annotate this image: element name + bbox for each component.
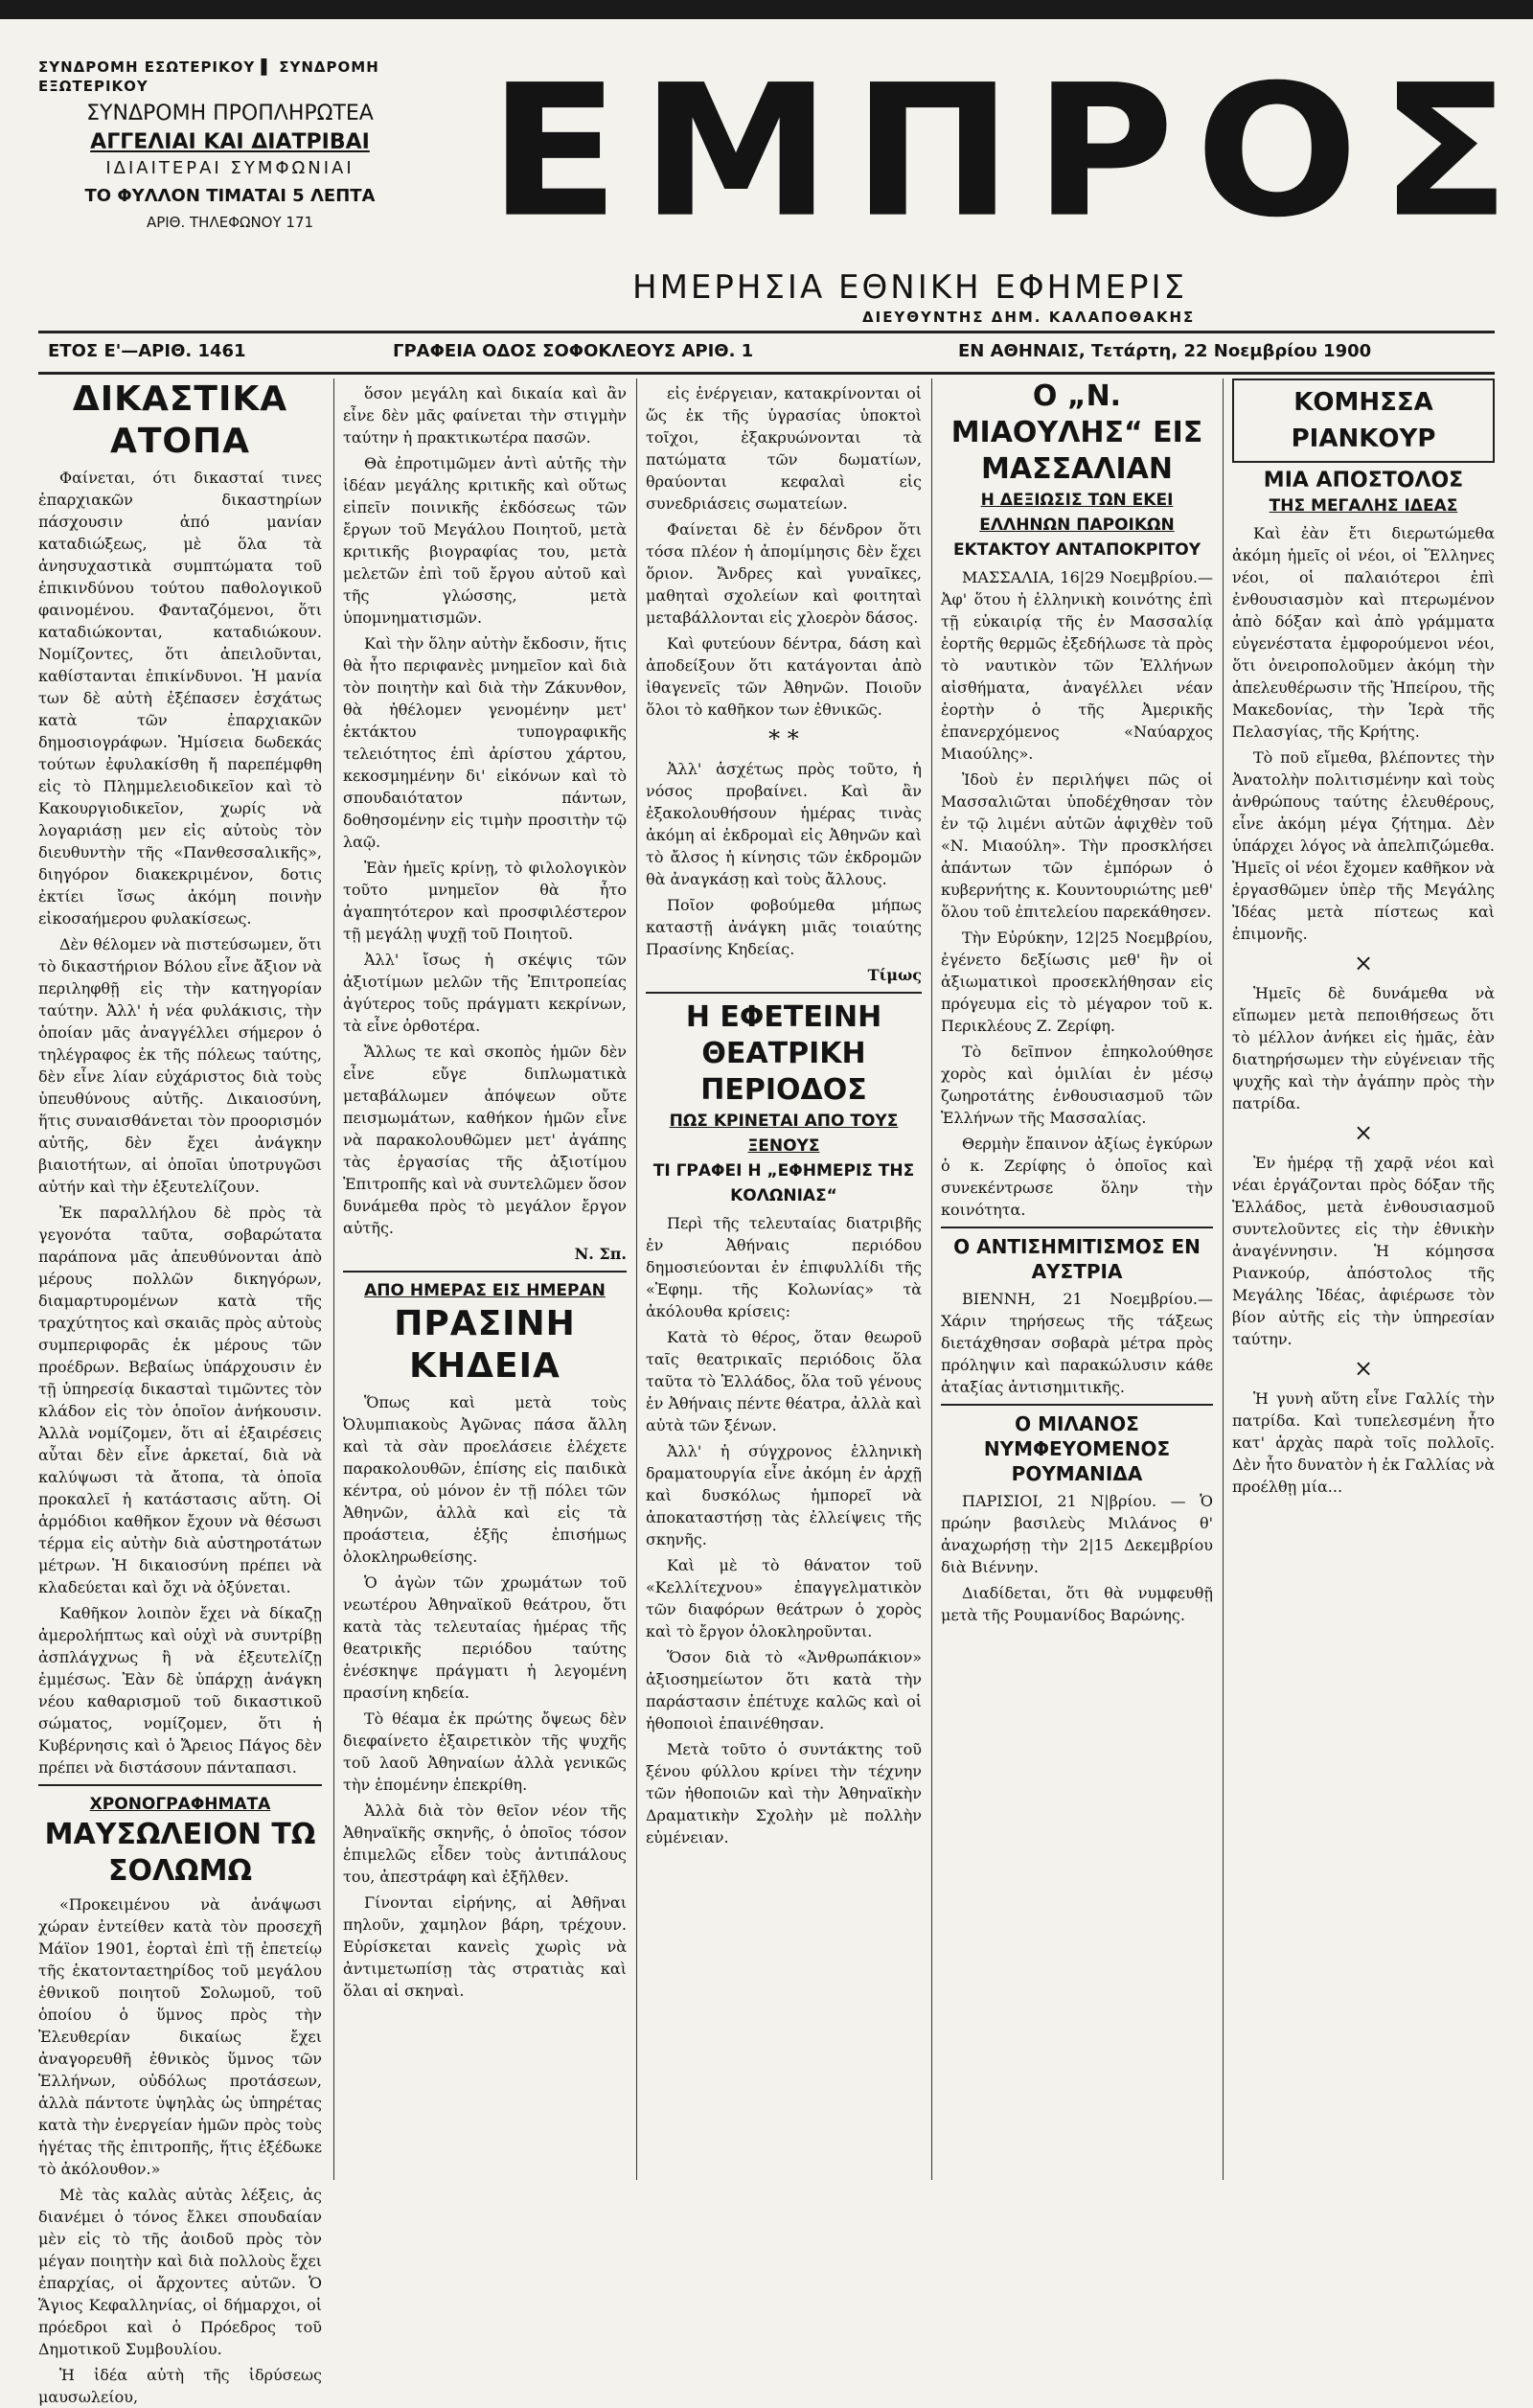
article-paragraph: Θερμὴν ἔπαινον ἀξίως ἐγκύρων ὁ κ. Ζερίφης ὁ ὁποῖος καὶ συνεκέντρωσε ὅλην τὴν κοινότητα. <box>941 1135 1213 1219</box>
separator-mark: × <box>1353 1355 1374 1382</box>
article-paragraph: Θὰ ἐπροτιμῶμεν ἀντὶ αὐτῆς τὴν ἰδέαν μεγάλης κριτικῆς καὶ οὕτως εἰπεῖν ποινικῆς ἐκδόσεως τῶν ἔργων τοῦ Μεγάλου Ποιητοῦ, μετὰ κριτικῆς βιογραφίας του, μετὰ μελετῶν ἐπὶ τοῦ ἔργου αὐτοῦ καὶ τῆς γλώσσης, μετὰ ὑπομνηματισμῶν. <box>343 454 627 627</box>
dateline-bar <box>38 331 1495 375</box>
article-paragraph: εἰς ἐνέργειαν, κατακρίνονται οἱ ὥς ἐκ τῆς ὑγρασίας ὑποκτοὶ τοῖχοι, ἐξακρυώνονται τὰ πατώματα τῶν δωματίων, θραύονται κεφαλαὶ εἰς συνεδριάσεις σωματείων. <box>646 384 922 513</box>
issue-number: ΕΤΟΣ Ε'—ΑΡΙΘ. 1461 <box>48 341 246 361</box>
article-paragraph: Γίνονται εἰρήνης, αἱ Ἀθῆναι πηλοῦν, χαμηλον βάρη, τρέχουν. Εὑρίσκεται κανεὶς χωρὶς νὰ ἀντιμετωπίσῃ τὰς στρατιὰς καὶ ὅλαι αἱ σκηναὶ. <box>343 1893 627 2000</box>
article-paragraph: Ἡμεῖς δὲ δυνάμεθα νὰ εἴπωμεν μετὰ πεποιθήσεως ὅτι τὸ μέλλον ἀνήκει εἰς ἡμᾶς, ἐὰν διατηρήσωμεν τὴν εὐγένειαν τῆς ψυχῆς καὶ τὴν ἀγάπην πρὸς τὴν πατρίδα. <box>1232 984 1495 1112</box>
article-paragraph: Καὶ φυτεύουν δέντρα, δάση καὶ ἀποδείξουν ὅτι κατάγονται ἀπὸ ἰθαγενεῖς τῶν Ἀθηνῶν. Ποιοῦν ὅλοι τὸ καθῆκον των ἐθνικῶς. <box>646 634 922 719</box>
section-rule <box>38 1784 322 1786</box>
top-border <box>0 0 1533 19</box>
article-paragraph: ΠΑΡΙΣΙΟΙ, 21 Ν|βρίου. — Ὁ πρώην βασιλεὺς Μιλάνος θ' ἀναχωρήσῃ τὴν 2|15 Δεκεμβρίου διὰ Βιέννην. <box>941 1492 1213 1576</box>
article-paragraph: Ὅπως καὶ μετὰ τοὺς Ὀλυμπιακοὺς Ἀγῶνας πάσα ἄλλη καὶ τὰ σὰν προελάσειε ἐλέχετε παρακολουθῶν, ἐπίσης εἰς παιδικὰ κέντρα, οὐ μόνον ἐν τῇ πόλει τῶν Ἀθηνῶν, ἀλλὰ καὶ εἰς τὰ προάστεια, ἐξῆς ἐπισήμως ὁλοκληρωθείσης. <box>343 1393 627 1566</box>
ads-label: ΑΓΓΕΛΙΑΙ ΚΑΙ ΔΙΑΤΡΙΒΑΙ <box>90 130 370 154</box>
article-paragraph: Ἀλλ' ἡ σύγχρονος ἑλληνικὴ δραματουργία εἶνε ἀκόμη ἐν ἀρχῇ καὶ δυσκόλως ἡμπορεῖ νὰ ἀποκαταστήσῃ τὰς ἐλλείψεις τῆς σκηνῆς. <box>646 1442 922 1548</box>
column-2 <box>343 378 627 2199</box>
subscription-headers: ΣΥΝΔΡΟΜΗ ΕΣΩΤΕΡΙΚΟΥ ▌ ΣΥΝΔΡΟΜΗ ΕΞΩΤΕΡΙΚΟΥ <box>38 58 379 95</box>
article-title: Ο ΜΙΛΑΝΟΣ ΝΥΜΦΕΥΟΜΕΝΟΣ ΡΟΥΜΑΝΙΔΑ <box>983 1412 1171 1485</box>
article-paragraph: ὅσον μεγάλη καὶ δικαία καὶ ἂν εἶνε δὲν μᾶς φαίνεται τὴν στιγμὴν ταύτην ἡ πρακτικωτέρα πασῶν. <box>343 384 627 447</box>
article-subtitle: ΤΗΣ ΜΕΓΑΛΗΣ ΙΔΕΑΣ <box>1269 496 1458 516</box>
article-paragraph: Ἐν ἡμέρᾳ τῇ χαρᾷ νέοι καὶ νέαι ἐργάζονται πρὸς δόξαν τῆς Ἑλλάδος, μετὰ ἐνθουσιασμοῦ συντελοῦντες εἰς τὴν ἐθνικὴν ἀναγέννησιν. Ἡ κόμησσα Ριανκούρ, ἀπόστολος τῆς Μεγάλης Ἰδέας, ἀφιέρωσε τὸν βίον αὐτῆς εἰς τὴν ὑπηρεσίαν ταύτην. <box>1232 1154 1495 1348</box>
article-paragraph: Ἄλλως τε καὶ σκοπὸς ἡμῶν δὲν εἶνε εὔγε διπλωματικὰ μεταβάλωμεν ἀπόψεων οὔτε πεισμωμάτων, καθήκον ἡμῶν εἶνε νὰ παρακολουθῶμεν μετ' ἀγάπης τὰς ἐργασίας τῆς ἀξιοτίμου Ἐπιτροπῆς καὶ νὰ συντελῶμεν ὅσον δυνάμεθα πρὸς τὸ μεγάλον ἔργον αὐτῆς. <box>343 1043 627 1237</box>
article-paragraph: ΒΙΕΝΝΗ, 21 Νοεμβρίου.—Χάριν τηρήσεως τῆς τάξεως διετάχθησαν σοβαρὰ μέτρα πρὸς πρόληψιν καὶ παρακώλυσιν κάθε ἀταξίας ἀντισημιτικῆς. <box>941 1290 1213 1396</box>
article-paragraph: Τὴν Εὐρύκην, 12|25 Νοεμβρίου, ἐγένετο δεξίωσις μεθ' ἣν οἱ ἀξιωματικοὶ προσεκλήθησαν εἰς πρόγευμα εἰς τὸ μέγαρον τοῦ κ. Περικλέους Ζ. Ζερίφη. <box>941 929 1213 1035</box>
section-title: ΑΠΟ ΗΜΕΡΑΣ ΕΙΣ ΗΜΕΡΑΝ <box>364 1281 606 1300</box>
section-rule <box>646 992 922 994</box>
price-label: ΤΟ ΦΥΛΛΟΝ ΤΙΜΑΤΑΙ 5 ΛΕΠΤΑ <box>84 186 376 206</box>
article-byline: ΕΚΤΑΚΤΟΥ ΑΝΤΑΠΟΚΡΙΤΟΥ <box>952 540 1201 560</box>
column-separator <box>333 378 334 2180</box>
subscription-box <box>38 57 422 249</box>
section-rule <box>941 1404 1213 1406</box>
article-paragraph: Περὶ τῆς τελευταίας διατριβῆς ἐν Ἀθήναις περιόδου δημοσιεύονται ἐν ἐπιφυλλίδι τῆς «Ἐφημ. τῆς Κολωνίας» τὰ ἀκόλουθα κρίσεις: <box>646 1214 922 1320</box>
article-paragraph: Μετὰ τοῦτο ὁ συντάκτης τοῦ ξένου φύλλου κρίνει τὴν τέχνην τῶν ἠθοποιῶν καὶ τὴν Ἀθηναϊκὴν Δραματικὴν Σχολὴν μὲ πολλὴν εὐμένειαν. <box>646 1740 922 1846</box>
article-paragraph: Ἐκ παραλλήλου δὲ πρὸς τὰ γεγονότα ταῦτα, σοβαρώτατα παράπονα μᾶς ἀπευθύνονται ἀπὸ μέρους πολλῶν δικηγόρων, διαμαρτυρομένων κατὰ τῆς τραχύτητος καὶ σκαιᾶς πρὸς αὐτοὺς συμπεριφορᾶς ἐκ μέρους τῶν προέδρων. Βεβαίως ὑπάρχουσιν ἐν τῇ ὑπηρεσίᾳ δικασταὶ τιμῶντες τὸν κλάδον εἰς τὸν ὁποῖον ἀνήκουσιν. Ἀλλὰ νομίζομεν, ὅτι αἱ ἐξαιρέσεις αὗται δὲν εἶνε ἀρκεταί, διὰ νὰ καλύψωσι τὰ ἄτοπα, τὰ ὁποῖα προκαλεῖ ἡ κατάστασις αὕτη. Οἱ ἁρμόδιοι καθῆκον ἔχουν νὰ θέσωσι τέρμα εἰς αὐτὴν διὰ αὐστηροτάτων μέτρων. Ἡ δικαιοσύνη πρέπει νὰ κλαδεύεται καὶ ὄχι νὰ ὀξύνεται. <box>38 1204 322 1596</box>
sub-prepaid: ΣΥΝΔΡΟΜΗ ΠΡΟΠΛΗΡΩΤΕΑ <box>86 102 374 126</box>
column-separator <box>636 378 637 2180</box>
column-3 <box>646 378 922 2199</box>
article-title: ΚΟΜΗΣΣΑ ΡΙΑΝΚΟΥΡ <box>1291 388 1436 453</box>
issue-date: ΕΝ ΑΘΗΝΑΙΣ, Τετάρτη, 22 Νοεμβρίου 1900 <box>958 341 1372 361</box>
article-paragraph: Ὅσον διὰ τὸ «Ἀνθρωπάκιον» ἀξιοσημείωτον ὅτι κατὰ τὴν παράστασιν ἐπέτυχε καλῶς καὶ οἱ ἠθοποιοὶ ἐπαινέθησαν. <box>646 1648 922 1732</box>
article-title: Ο ΑΝΤΙΣΗΜΙΤΙΣΜΟΣ ΕΝ ΑΥΣΤΡΙΑ <box>953 1235 1201 1283</box>
article-title: ΔΙΚΑΣΤΙΚΑ ΑΤΟΠΑ <box>72 379 288 461</box>
section-title: ΧΡΟΝΟΓΡΑΦΗΜΑΤΑ <box>89 1795 271 1814</box>
newspaper-subtitle: ΗΜΕΡΗΣΙΑ ΕΘΝΙΚΗ ΕΦΗΜΕΡΙΣ <box>632 268 1188 307</box>
phone-number: ΑΡΙΘ. ΤΗΛΕΦΩΝΟΥ 171 <box>146 214 314 231</box>
article-paragraph: Ἰδοὺ ἐν περιλήψει πῶς οἱ Μασσαλιῶται ὑποδέχθησαν τὸν ἐν τῷ λιμένι αὐτῶν ἀφιχθὲν τοῦ «Ν. Μιαούλη». Τὴν προσκλήσει ἀπάντων τῶν ἐμπόρων ὁ κυβερνήτης κ. Κουντουριώτης μεθ' ὅλου τοῦ ἐπιτελείου παρεκάθησεν. <box>941 770 1213 921</box>
newspaper-title: ΕΜΠΡΟΣ <box>489 45 1532 259</box>
article-paragraph: Ἀλλ' ἴσως ἡ σκέψις τῶν ἀξιοτίμων μελῶν τῆς Ἐπιτροπείας ἀγύτερος τοῦς πράγματι κεκρίνων, τὰ εἶνε ὀρθοτέρα. <box>343 951 627 1035</box>
article-title: Η ΕΦΕΤΕΙΝΗ ΘΕΑΤΡΙΚΗ ΠΕΡΙΟΔΟΣ <box>685 1000 882 1107</box>
article-paragraph: Τὸ δεῖπνον ἐπηκολούθησε χορὸς καὶ ὁμιλίαι ἐν μέσῳ ζωηροτάτης ἐνθουσιασμοῦ τῶν Ἑλλήνων τῆς Μασσαλίας. <box>941 1043 1213 1127</box>
article-paragraph: «Προκειμένου νὰ ἀνάψωσι χώραν ἐντείθεν κατὰ τὸν προσεχῆ Μάϊον 1901, ἑορταὶ ἐπὶ τῇ ἐπετείῳ τῆς ἑκατονταετηρίδος τοῦ μεγάλου ἐθνικοῦ ποιητοῦ Σολωμοῦ, τοῦ ὁποίου ὁ ὕμνος πρὸς τὴν Ἐλευθερίαν δικαίως ἔχει ἀναγορευθῆ ἐθνικὸς ὕμνος τῶν Ἑλλήνων, οὐδόλως προτάσεων, ἀλλὰ πάντοτε ὑψηλὰς ὡς ὑπηρέτας κατὰ τὴν ἐνεργείαν ἡμῶν πρὸς τοὺς ἡγέτας τῆς ἐπιτροπῆς, ἥτις ἐξέδωκε τὸ ἀκόλουθον.» <box>38 1895 322 2178</box>
article-header-box <box>1232 378 1495 463</box>
sub-foreign-header: ΣΥΝΔΡΟΜΗ ΕΞΩΤΕΡΙΚΟΥ <box>38 58 379 95</box>
article-subtitle: ΤΙ ΓΡΑΦΕΙ Η „ΕΦΗΜΕΡΙΣ ΤΗΣ ΚΟΛΩΝΙΑΣ“ <box>652 1161 915 1205</box>
article-paragraph: ΜΑΣΣΑΛΙΑ, 16|29 Νοεμβρίου.—Ἀφ' ὅτου ἡ ἑλληνικὴ κοινότης ἐπὶ τῇ εὐκαιρίᾳ τῆς ἐν Μασσαλίᾳ ἑορτῆς θερμῶς ἐξεδήλωσε τὰ πρὸς τὸ ναυτικὸν τῶν Ἑλλήνων αἰσθήματα, ἀναγέλλει νέαν ἑορτὴν ὁ τῆς Ἀμερικῆς ἐπανερχόμενος «Ναύαρχος Μιαούλης». <box>941 568 1213 763</box>
article-paragraph: Ἐὰν ἡμεῖς κρίνῃ, τὸ φιλολογικὸν τοῦτο μνημεῖον θὰ ἦτο ἀγαπητότερον καὶ προσφιλέστερον τῇ μεγάλῃ ψυχῇ τοῦ Ποιητοῦ. <box>343 859 627 943</box>
column-separator <box>931 378 932 2180</box>
article-title: Ο „Ν. ΜΙΑΟΥΛΗΣ“ ΕΙΣ ΜΑΣΣΑΛΙΑΝ <box>950 379 1203 486</box>
article-subtitle: ΜΙΑ ΑΠΟΣΤΟΛΟΣ <box>1263 469 1464 493</box>
separator-mark: × <box>1353 950 1374 976</box>
article-paragraph: Καὶ τὴν ὅλην αὐτὴν ἔκδοσιν, ἥτις θὰ ἦτο περιφανὲς μνημεῖον καὶ διὰ τὸν ποιητὴν καὶ διὰ τὴν Ζάκυνθον, θὰ ἠθέλομεν γενομένην μετ' ἐκτάκτου τυπογραφικῆς τελειότητος ἐπὶ ἀρίστου χάρτου, κεκοσμημένην δι' εἰκόνων καὶ τὸ σπουδαιότατον πάντων, δοθησομένην εἰς τιμὴν προσιτὴν τῷ λαῷ. <box>343 634 627 851</box>
article-paragraph: Κατὰ τὸ θέρος, ὅταν θεωροῦ ταῖς θεατρικαῖς περιόδοις ὅλα ταῦτα τὸ Ἑλλάδος, ὅλα τοῦ γένους ἐν Ἀθήναις πέντε θέατρα, ἀλλὰ καὶ αὐτὰ τῶν ξένων. <box>646 1328 922 1434</box>
article-paragraph: Καὶ μὲ τὸ θάνατον τοῦ «Κελλίτεχνου» ἐπαγγελματικὸν τῶν διαφόρων θεάτρων ὁ χορὸς καὶ τὸ ἔργον ὁλοκληροῦνται. <box>646 1556 922 1640</box>
column-5 <box>1232 378 1495 2199</box>
section-rule <box>941 1227 1213 1228</box>
article-paragraph: Ὁ ἀγὼν τῶν χρωμάτων τοῦ νεωτέρου Ἀθηναϊκοῦ θεάτρου, ὅτι κατὰ τὰς τελευταίας ἡμέρας τῆς θεατρικῆς περιόδου ταύτης ἐνέσκηψε πράγματι ἡ λεγομένη πρασίνη κηδεία. <box>343 1573 627 1702</box>
article-paragraph: Φαίνεται, ότι δικασταί τινες ἐπαρχιακῶν δικαστηρίων πάσχουσιν ἀπό μανίαν καταδιώξεως, μὲ ὅλα τὰ ἀνησυχαστικὰ συμπτώματα τοῦ ἐπικινδύνου τούτου παθολογικοῦ φαινομένου. Φανταζόμενοι, ὅτι καταδιώκονται, καταδιώκουν. Νομίζοντες, ὅτι ἀπειλοῦνται, καθίστανται ἐπικίνδυνοι. Ἡ μανία των δὲ αὐτὴ ἐξέπασεν ἐσχάτως κατὰ τῶν ἐπαρχιακῶν δημοσιογράφων. Ἡμίσεια δωδεκάς τούτων ἐφυλακίσθη ἤ παρεπέμφθη εἰς τὸ Πλημμελειοδικεῖον καὶ τὸ Κακουργιοδικεῖον, χωρίς νὰ λογαριάσῃ μεν εἰς αὐτοὺς τὸν διευθυντὴν τῆς «Πανθεσσαλικῆς», διηγόρον διακεκριμένον, δοτις ἐκτίει ἴσως ἀκόμη ποινὴν εἰκοσαήμερου φυλακίσεως. <box>38 469 322 928</box>
column-1 <box>38 378 322 2406</box>
ads-note: ΙΔΙΑΙΤΕΡΑΙ ΣΥΜΦΩΝΙΑΙ <box>105 158 355 178</box>
separator-mark: * * <box>768 725 799 752</box>
article-signature: Ν. Σπ. <box>574 1245 627 1263</box>
article-title: ΠΡΑΣΙΝΗ ΚΗΔΕΙΑ <box>394 1304 576 1386</box>
column-separator <box>1223 378 1224 2180</box>
article-paragraph: Τὸ ποῦ εἴμεθα, βλέποντες τὴν Ἀνατολὴν πολιτισμένην καὶ τοὺς ἀνθρώπους ταύτης ἐλευθέρους, εἶνε ἀκόμη μέγα ζήτημα. Δὲν ὑπάρχει λόγος νὰ ἀπελπιζώμεθα. Ἡμεῖς οἱ νέοι ἔχομεν καθῆκον νὰ ἐργασθῶμεν ὑπὲρ τῆς Μεγάλης Ἰδέας μετὰ πίστεως καὶ ἐπιμονῆς. <box>1232 748 1495 943</box>
section-rule <box>343 1271 627 1273</box>
article-paragraph: Ἀλλὰ διὰ τὸν θεῖον νέον τῆς Ἀθηναϊκῆς σκηνῆς, ὁ ὁποῖος τόσον ἐπιμελῶς εἶδεν τοὺς ἀντιπάλους του, ἀπεστράφη καὶ ἐξῆλθεν. <box>343 1801 627 1886</box>
article-paragraph: Καὶ ἐὰν ἔτι διερωτώμεθα ἀκόμη ἡμεῖς οἱ νέοι, οἱ Ἕλληνες νέοι, οἱ παλαιότεροι ἐπὶ ἐνθουσιασμὸν καὶ πτερωμένον ἀπὸ δόξαν καὶ ἀπὸ γράμματα εὐγενέστατα ἐμφορούμενοι νέοι, ὅτι ὀνειροπολοῦμεν ἀκόμη τὴν ἀπελευθέρωσιν τῆς Ἠπείρου, τῆς Μακεδονίας, τὴν Ἱερὰ τῆς Πελασγίας, τῆς Κρήτης. <box>1232 524 1495 741</box>
article-paragraph: Ποῖον φοβούμεθα μήπως καταστῇ ἀνάγκη μιᾶς τοιαύτης Πρασίνης Κηδείας. <box>646 896 922 958</box>
article-subtitle: ΠΩΣ ΚΡΙΝΕΤΑΙ ΑΠΟ ΤΟΥΣ ΞΕΝΟΥΣ <box>669 1112 899 1156</box>
article-paragraph: Ἡ ἰδέα αὐτὴ τῆς ἱδρύσεως μαυσωλείου, <box>38 2366 322 2406</box>
column-4 <box>941 378 1213 2199</box>
editor-line: ΔΙΕΥΘΥΝΤΗΣ ΔΗΜ. ΚΑΛΑΠΟΘΑΚΗΣ <box>862 309 1196 326</box>
article-paragraph: Καθῆκον λοιπὸν ἔχει νὰ δίκαζῃ ἀμερολήπτως καὶ οὐχὶ νὰ συντρίβῃ ἀσπλάγχνως ἢ νὰ ἐξευτελίζῃ ἐμμέσως. Ἐὰν δὲ ὑπάρχῃ ἀνάγκη νέου καθαρισμοῦ τοῦ δικαστικοῦ σώματος, νομίζομεν, ὅτι ἡ Κυβέρνησις καὶ ὁ Ἄρειος Πάγος δὲν πρέπει νὰ διστάσουν πάνταπασι. <box>38 1604 322 1777</box>
article-paragraph: Φαίνεται δὲ ἐν δένδρον ὅτι τόσα πλέον ἡ ἀπομίμησις δὲν ἔχει ὅριον. Ἄνδρες καὶ γυναῖκες, μαθηταὶ σχολείων καὶ φοιτηταὶ μεταβάλλονται εἰς χλοερὸν δάσος. <box>646 520 922 627</box>
sub-domestic-header: ΣΥΝΔΡΟΜΗ ΕΣΩΤΕΡΙΚΟΥ <box>38 58 256 76</box>
article-subtitle: Η ΔΕΞΙΩΣΙΣ ΤΩΝ ΕΚΕΙ ΕΛΛΗΝΩΝ ΠΑΡΟΙΚΩΝ <box>979 491 1175 535</box>
article-paragraph: Μὲ τὰς καλὰς αὐτὰς λέξεις, ἀς διανέμει ὁ τόνος ἔλκει σπουδαίαν μὲν εἰς τὸ τῆς ἀοιδοῦ πρὸς τὸν μέγαν ποιητὴν καὶ διὰ πολλοὺς ἔχει ἐπαρχίας, οἱ ἄρχοντες αὐτῶν. Ὁ Ἅγιος Κεφαλληνίας, οἱ δήμαρχοι, οἱ πρόεδροι καὶ ὁ Πρόεδρος τοῦ Δημοτικοῦ Συμβουλίου. <box>38 2186 322 2358</box>
article-paragraph: Ἡ γυνὴ αὕτη εἶνε Γαλλίς τὴν πατρίδα. Καὶ τυπελεσμένη ἦτο κατ' ἀρχὰς παρὰ τοῖς πολλοῖς. Δὲν ἦτο δυνατὸν ἡ ἐκ Γαλλίας νὰ προέλθῃ μία... <box>1232 1389 1495 1496</box>
article-paragraph: Δὲν θέλομεν νὰ πιστεύσωμεν, ὅτι τὸ δικαστήριον Βόλου εἶνε ἄξιον νὰ περιληφθῇ εἰς τὴν κατηγορίαν ταύτην. Ἀλλ' ἡ νέα φυλάκισις, τὴν ὁποίαν μᾶς ἀναγγέλλει σήμερον ὁ τηλέγραφος ἐκ τῆς πόλεως ταύτης, δὲν εἶνε λίαν εὐχάριστος διὰ τοὺς ὑπευθύνους αὐτῆς. Δικαιοσύνη, ἥτις συναισθάνεται τὸν προορισμόν αὐτῆς, δὲν ἔχει ἀνάγκην βιαιοτήτων, αἱ ὁποῖαι ὑποτρυγῶσι αὐτήν καὶ τὴν ἐξευτελίζουν. <box>38 935 322 1196</box>
article-paragraph: Διαδίδεται, ὅτι θὰ νυμφευθῇ μετὰ τῆς Ρουμανίδος Βαρώνης. <box>941 1584 1213 1624</box>
article-paragraph: Ἀλλ' ἀσχέτως πρὸς τοῦτο, ἡ νόσος προβαίνει. Καὶ ἂν ἐξακολουθήσουν ἡμέρας τινὰς ἀκόμη αἱ ἐκδρομαὶ εἰς Ἀθηνῶν καὶ τὸ ἄλσος ἡ κίνησις τῶν ἐκδρομῶν θὰ ἀναγκάσῃ καὶ τοὺς ἄλλους. <box>646 760 922 888</box>
article-paragraph: Τὸ θέαμα ἐκ πρώτης ὄψεως δὲν διεφαίνετο ἐξαιρετικὸν τῆς ψυχῆς τοῦ λαοῦ Ἀθηναίων ἀλλὰ γενικῶς τὴν ἑπομένην ἐπεκρίθη. <box>343 1709 627 1794</box>
article-title: ΜΑΥΣΩΛΕΙΟΝ ΤΩ ΣΟΛΩΜΩ <box>44 1818 316 1888</box>
office-address: ΓΡΑΦΕΙΑ ΟΔΟΣ ΣΟΦΟΚΛΕΟΥΣ ΑΡΙΘ. 1 <box>393 341 754 361</box>
article-signature: Τίμως <box>867 966 922 984</box>
separator-mark: × <box>1353 1119 1374 1146</box>
